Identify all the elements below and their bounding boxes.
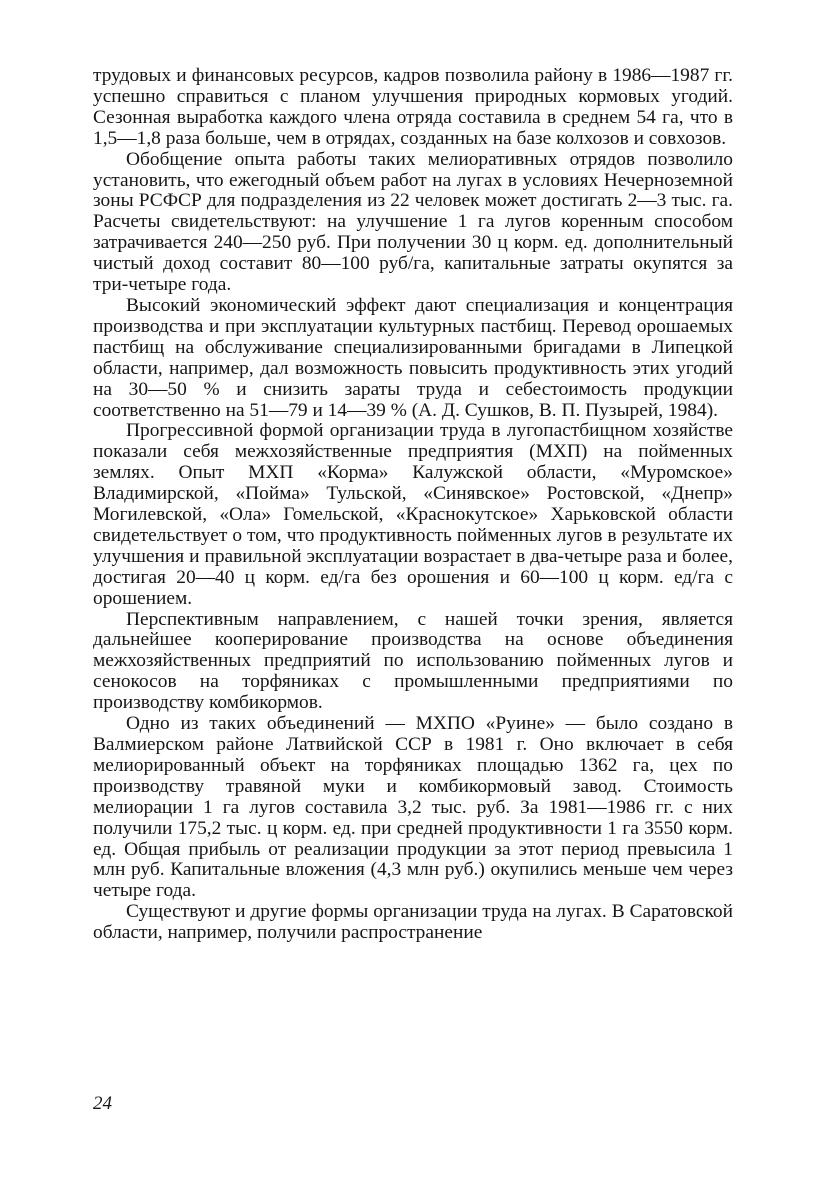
page-number: 24 — [93, 1093, 112, 1114]
paragraph-cooperation-outlook: Перспективным направлением, с нашей точки зрения, является дальнейшее кооперирование производства на основе объединения межхозяйственных предприятий по использованию пойменных лугов и сенокосов на торфяниках с промышленными предприятиями по производству комбикормов. — [93, 608, 733, 714]
paragraph-other-forms: Существуют и другие формы организации труда на лугах. В Саратовской области, например, получили распространение — [93, 901, 733, 944]
paragraph-continuation: трудовых и финансовых ресурсов, кадров позволила району в 1986—1987 гг. успешно справиться с планом улучшения природных кормовых угодий. Сезонная выработка каждого члена отряда составила в среднем 54 га, что в 1,5—1,8 раза больше, чем в отрядах, созданных на базе колхозов и совхозов. — [93, 65, 733, 149]
page-text — [93, 66, 733, 944]
paragraph-interfarm-enterprises: Прогрессивной формой организации труда в лугопастбищном хозяйстве показали себя межхозяйственные предприятия (МХП) на пойменных землях. Опыт МХП «Корма» Калужской области, «Муромское» Владимирской, «Пойма» Тульской, «Синявское» Ростовской, «Днепр» Могилевской, «Ола» Гомельской, «Краснокутское» Харьковской области свидетельствует о том, что продуктивность пойменных лугов в результате их улучшения и правильной эксплуатации возрастает в два-четыре раза и более, достигая 20—40 ц корм. ед/га без орошения и 60—100 ц корм. ед/га с орошением. — [93, 420, 733, 609]
paragraph-ruine-association: Одно из таких объединений — МХПО «Руине» — было создано в Валмиерском районе Латвийской ССР в 1981 г. Оно включает в себя мелиорированный объект на торфяниках площадью 1362 га, цех по производству травяной муки и комбикормовый завод. Стоимость мелиорации 1 га лугов составила 3,2 тыс. руб. За 1981—1986 гг. с них получили 175,2 тыс. ц корм. ед. при средней продуктивности 1 га 3550 корм. ед. Общая прибыль от реализации продукции за этот период превысила 1 млн руб. Капитальные вложения (4,3 млн руб.) окупились меньше чем через четыре года. — [93, 713, 733, 902]
paragraph-pasture-specialization: Высокий экономический эффект дают специализация и концентрация производства и при эксплуатации культурных пастбищ. Перевод орошаемых пастбищ на обслуживание специализированными бригадами в Липецкой области, например, дал возможность повысить продуктивность этих угодий на 30—50 % и снизить зараты труда и себестоимость продукции соответственно на 51—79 и 14—39 % (А. Д. Сушков, В. П. Пузырей, 1984). — [93, 294, 733, 421]
paragraph-reclamation-units: Обобщение опыта работы таких мелиоративных отрядов позволило установить, что ежегодный объем работ на лугах в условиях Нечерноземной зоны РСФСР для подразделения из 22 человек может достигать 2—3 тыс. га. Расчеты свидетельствуют: на улучшение 1 га лугов коренным способом затрачивается 240—250 руб. При получении 30 ц корм. ед. дополнительный чистый доход составит 80—100 руб/га, капитальные затраты окупятся за три-четыре года. — [93, 148, 733, 296]
